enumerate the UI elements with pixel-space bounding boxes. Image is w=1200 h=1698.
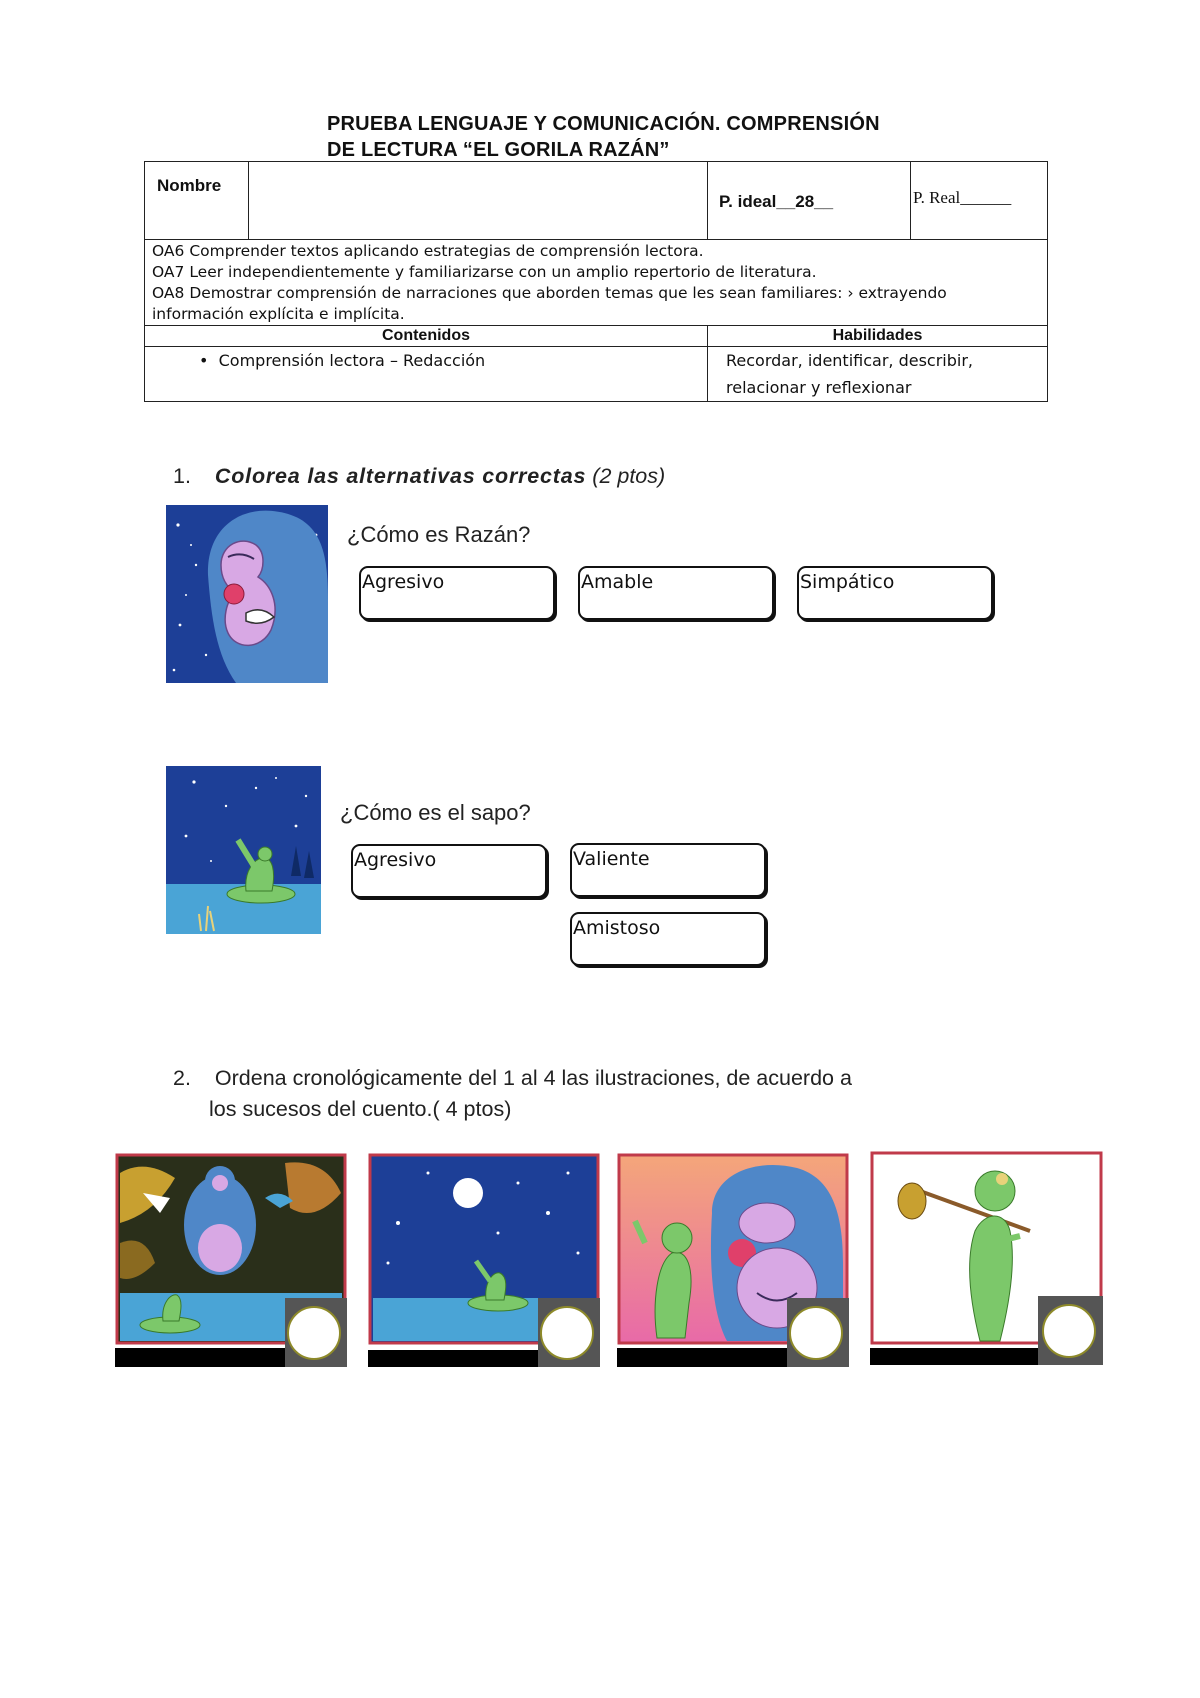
contenidos-cell — [145, 347, 708, 402]
order-answer-circle-1[interactable] — [287, 1306, 341, 1360]
p-ideal: P. ideal__28__ — [719, 192, 834, 211]
objective-oa6: OA6 Comprender textos aplicando estrategias de comprensión lectora. — [152, 242, 704, 260]
nombre-field[interactable] — [249, 162, 708, 240]
sequence-image-2 — [368, 1153, 600, 1367]
order-answer-circle-2[interactable] — [540, 1306, 594, 1360]
question-1-number: 1. — [173, 464, 191, 488]
frog-illustration — [166, 766, 321, 934]
order-answer-circle-3[interactable] — [789, 1306, 843, 1360]
option-amable-razan[interactable]: Amable — [578, 566, 774, 620]
info-table — [144, 161, 1048, 402]
question-1-points: (2 ptos) — [592, 464, 666, 488]
objective-oa7: OA7 Leer independientemente y familiarizarse con un amplio repertorio de literatura. — [152, 263, 817, 281]
question-2-line-2: los sucesos del cuento.( 4 ptos) — [209, 1097, 512, 1121]
bullet-icon: • — [199, 351, 219, 370]
habilidades-header: Habilidades — [708, 326, 1048, 347]
question-2-heading — [173, 1063, 852, 1125]
question-1b: ¿Cómo es el sapo? — [340, 800, 531, 825]
option-agresivo-razan[interactable]: Agresivo — [359, 566, 555, 620]
contenidos-header: Contenidos — [145, 326, 708, 347]
p-ideal-cell — [708, 162, 911, 240]
objectives-cell — [145, 240, 1048, 326]
p-real: P. Real______ — [913, 188, 1012, 207]
question-1a: ¿Cómo es Razán? — [347, 522, 531, 547]
option-amistoso-sapo[interactable]: Amistoso — [570, 912, 766, 966]
order-answer-circle-4[interactable] — [1042, 1304, 1096, 1358]
option-simpatico-razan[interactable]: Simpático — [797, 566, 993, 620]
habilidades-cell — [708, 347, 1048, 402]
option-valiente-sapo[interactable]: Valiente — [570, 843, 766, 897]
habilidades-text: Recordar, identificar, describir, relacionar y reflexionar — [726, 351, 973, 397]
contenido-text: Comprensión lectora – Redacción — [218, 351, 486, 370]
sequence-image-4 — [870, 1151, 1103, 1365]
p-real-cell — [911, 162, 1048, 240]
sequence-image-1 — [115, 1153, 347, 1367]
title-line-2: DE LECTURA “EL GORILA RAZÁN” — [327, 139, 670, 161]
gorilla-razan-illustration — [166, 505, 328, 683]
title-line-1: PRUEBA LENGUAJE Y COMUNICACIÓN. COMPRENSIÓN — [327, 113, 880, 135]
question-2-line-1: Ordena cronológicamente del 1 al 4 las ilustraciones, de acuerdo a — [214, 1066, 852, 1090]
sequence-image-3 — [617, 1153, 849, 1367]
contenido-item — [199, 347, 707, 374]
question-1-instruction: Colorea las alternativas correctas — [214, 464, 587, 488]
question-1-heading — [173, 461, 665, 492]
page-title — [327, 111, 880, 163]
nombre-label-cell — [145, 162, 249, 240]
objective-oa8: OA8 Demostrar comprensión de narraciones que aborden temas que les sean familiares: › extrayendo información explícita e implícita. — [152, 284, 947, 323]
question-2-number: 2. — [173, 1066, 191, 1090]
option-agresivo-sapo[interactable]: Agresivo — [351, 844, 547, 898]
nombre-label: Nombre — [157, 176, 222, 195]
